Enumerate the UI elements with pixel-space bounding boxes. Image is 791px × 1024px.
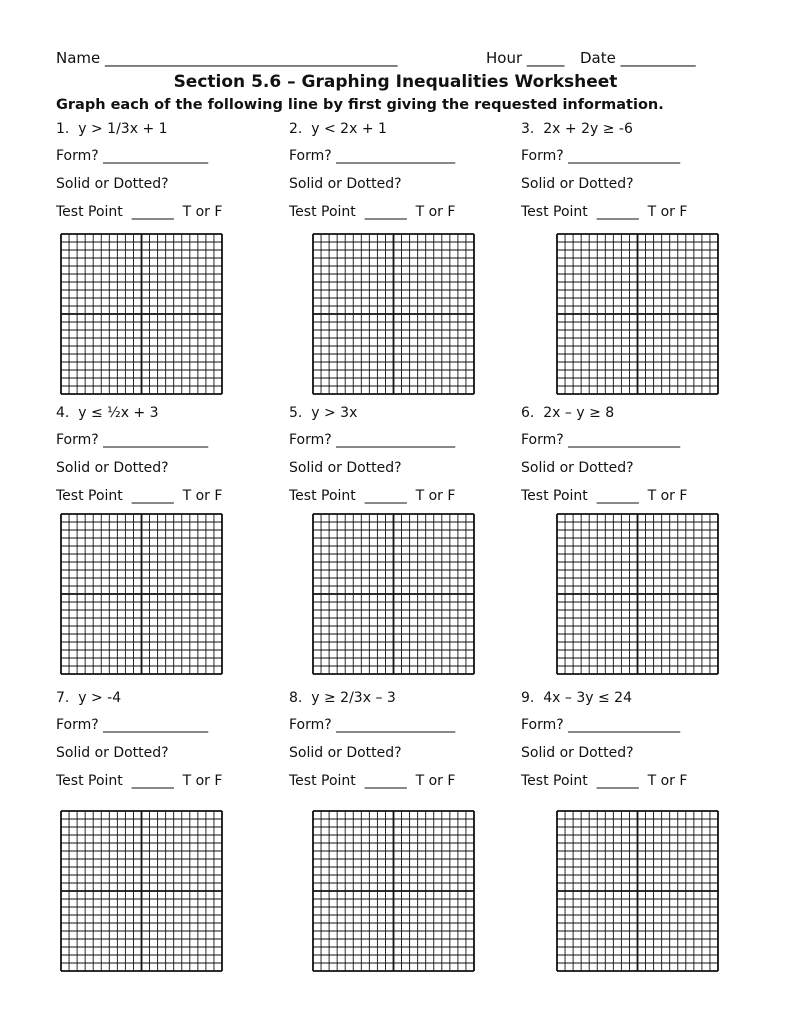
solid-dotted-line[interactable] [521,460,634,476]
test-point-line[interactable] [289,773,455,789]
solid-dotted-line[interactable] [289,176,402,192]
form-label: Form? [56,432,99,448]
test-point-blank[interactable]: ______ [131,488,174,504]
hour-blank[interactable]: _____ [526,49,565,67]
test-point-label: Test Point [56,773,123,789]
test-point-blank[interactable]: ______ [364,204,407,220]
problem-number: 5. [289,405,303,421]
solid-dotted-label: Solid or Dotted? [289,176,402,192]
form-label: Form? [289,717,332,733]
test-point-label: Test Point [521,204,588,220]
test-point-label: Test Point [56,204,123,220]
problem-number: 3. [521,121,535,137]
true-false-label: T or F [182,773,223,789]
test-point-line[interactable] [289,204,455,220]
test-point-blank[interactable]: ______ [131,204,174,220]
hour-label: Hour [486,49,523,67]
test-point-blank[interactable]: ______ [596,773,639,789]
coordinate-grid[interactable] [312,810,475,972]
problem-number: 2. [289,121,303,137]
form-label: Form? [521,717,564,733]
form-line[interactable] [521,717,680,733]
problem-expression: 2x + 2y ≥ -6 [543,121,633,137]
solid-dotted-label: Solid or Dotted? [56,745,169,761]
form-line[interactable] [289,148,455,164]
test-point-blank[interactable]: ______ [596,488,639,504]
problem-expression: y ≥ 2/3x – 3 [311,690,396,706]
problem-statement [521,690,632,706]
problem-number: 6. [521,405,535,421]
true-false-label: T or F [182,204,223,220]
instructions: Graph each of the following line by first giving the requested information. [56,97,664,113]
coordinate-grid[interactable] [60,810,223,972]
true-false-label: T or F [647,773,688,789]
form-line[interactable] [289,432,455,448]
name-line[interactable] [56,49,398,67]
test-point-line[interactable] [521,204,687,220]
problem-statement [289,121,387,137]
form-blank[interactable]: ________________ [568,717,681,733]
test-point-line[interactable] [56,773,222,789]
coordinate-grid[interactable] [556,233,719,395]
coordinate-grid[interactable] [556,810,719,972]
coordinate-grid[interactable] [60,233,223,395]
solid-dotted-line[interactable] [56,745,169,761]
problem-statement [56,121,168,137]
name-label: Name [56,49,101,67]
solid-dotted-line[interactable] [521,745,634,761]
problem-number: 4. [56,405,70,421]
form-label: Form? [56,717,99,733]
test-point-label: Test Point [289,773,356,789]
solid-dotted-line[interactable] [289,460,402,476]
test-point-label: Test Point [521,773,588,789]
problem-expression: y ≤ ½x + 3 [78,405,159,421]
solid-dotted-line[interactable] [289,745,402,761]
date-blank[interactable]: __________ [620,49,696,67]
true-false-label: T or F [415,773,456,789]
problem-expression: 4x – 3y ≤ 24 [543,690,632,706]
true-false-label: T or F [415,488,456,504]
problem-expression: y > 1/3x + 1 [78,121,168,137]
date-label: Date [580,49,616,67]
solid-dotted-label: Solid or Dotted? [521,745,634,761]
problem-expression: 2x – y ≥ 8 [543,405,615,421]
date-line[interactable] [580,49,696,67]
form-line[interactable] [521,432,680,448]
form-label: Form? [521,432,564,448]
test-point-label: Test Point [56,488,123,504]
hour-line[interactable] [486,49,564,67]
problem-number: 9. [521,690,535,706]
form-blank[interactable]: ________________ [568,148,681,164]
form-label: Form? [521,148,564,164]
solid-dotted-label: Solid or Dotted? [56,176,169,192]
form-blank[interactable]: _______________ [103,432,209,448]
test-point-line[interactable] [521,773,687,789]
test-point-blank[interactable]: ______ [364,488,407,504]
test-point-blank[interactable]: ______ [596,204,639,220]
problem-expression: y < 2x + 1 [311,121,387,137]
solid-dotted-label: Solid or Dotted? [289,460,402,476]
page-title: Section 5.6 – Graphing Inequalities Worksheet [173,72,618,92]
form-blank[interactable]: _______________ [103,148,209,164]
problem-statement [521,405,614,421]
test-point-label: Test Point [521,488,588,504]
coordinate-grid[interactable] [556,513,719,675]
problem-expression: y > 3x [311,405,358,421]
solid-dotted-line[interactable] [56,460,169,476]
solid-dotted-line[interactable] [56,176,169,192]
form-label: Form? [56,148,99,164]
form-line[interactable] [56,148,208,164]
name-blank[interactable]: _______________________________________ [105,49,398,67]
form-line[interactable] [289,717,455,733]
form-label: Form? [289,148,332,164]
test-point-line[interactable] [289,488,455,504]
problem-expression: y > -4 [78,690,122,706]
test-point-line[interactable] [521,488,687,504]
form-label: Form? [289,432,332,448]
form-line[interactable] [56,432,208,448]
solid-dotted-label: Solid or Dotted? [521,460,634,476]
form-line[interactable] [521,148,680,164]
problem-number: 7. [56,690,70,706]
problem-statement [56,690,121,706]
form-blank[interactable]: _________________ [336,717,456,733]
form-blank[interactable]: _________________ [336,432,456,448]
solid-dotted-line[interactable] [521,176,634,192]
test-point-blank[interactable]: ______ [131,773,174,789]
problem-statement [289,405,357,421]
problem-number: 1. [56,121,70,137]
form-line[interactable] [56,717,208,733]
problem-statement [56,405,159,421]
test-point-label: Test Point [289,204,356,220]
solid-dotted-label: Solid or Dotted? [56,460,169,476]
coordinate-grid[interactable] [312,233,475,395]
problem-statement [289,690,396,706]
form-blank[interactable]: ________________ [568,432,681,448]
solid-dotted-label: Solid or Dotted? [521,176,634,192]
problem-number: 8. [289,690,303,706]
test-point-line[interactable] [56,488,222,504]
solid-dotted-label: Solid or Dotted? [289,745,402,761]
test-point-label: Test Point [289,488,356,504]
test-point-line[interactable] [56,204,222,220]
coordinate-grid[interactable] [312,513,475,675]
true-false-label: T or F [647,204,688,220]
test-point-blank[interactable]: ______ [364,773,407,789]
true-false-label: T or F [182,488,223,504]
coordinate-grid[interactable] [60,513,223,675]
form-blank[interactable]: _________________ [336,148,456,164]
form-blank[interactable]: _______________ [103,717,209,733]
true-false-label: T or F [647,488,688,504]
true-false-label: T or F [415,204,456,220]
problem-statement [521,121,633,137]
